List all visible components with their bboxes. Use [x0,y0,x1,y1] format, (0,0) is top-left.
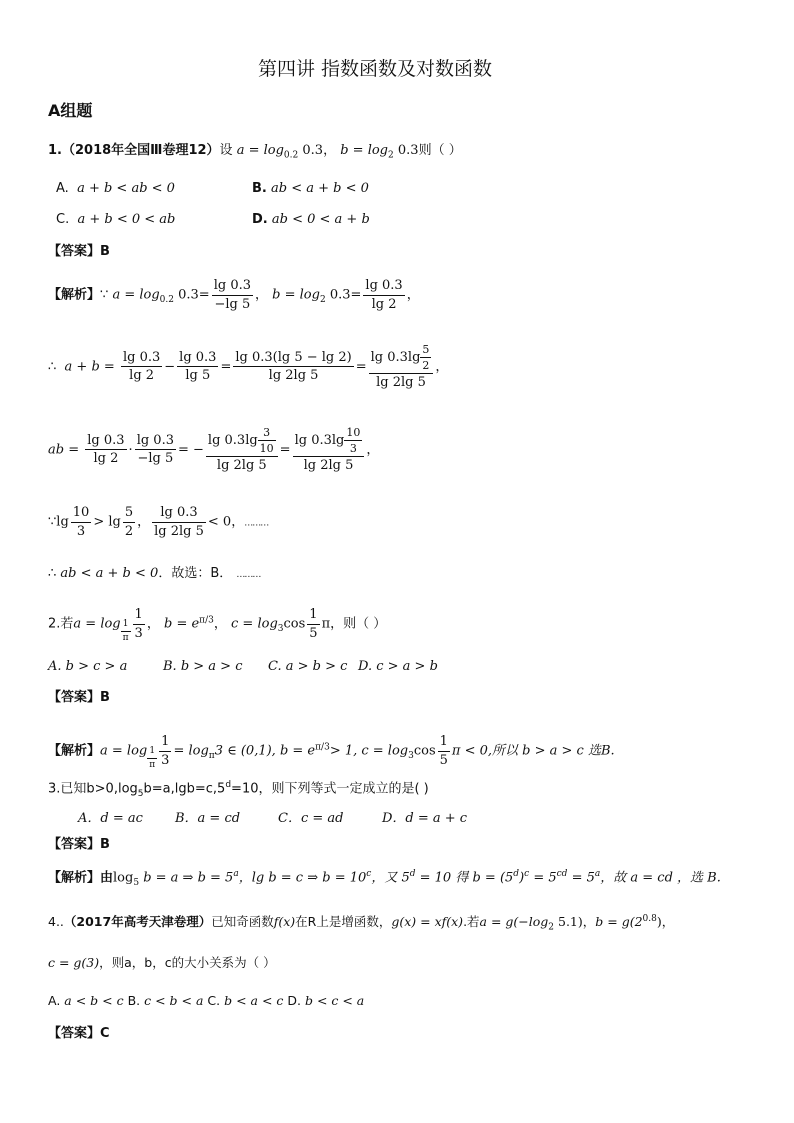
q1-analysis-line-3: ab = $\frac{\lg 0.3}{\lg 2}$ · $\frac{\lg 0.3}{-\lg 5}$ = − lg 0.3lg $\frac{3}{10}$ lg 2lg 5 = lg 0.3lg $\frac{10}{3}$ lg 2lg 5 ， [48,426,380,474]
q3-answer: 【答案】B [48,837,110,852]
q1-option-b: B. ab < a + b < 0 [252,181,369,196]
q3-analysis: 【解析】由$\log_5 b = a$ ⇒ $b = 5^a$，lg b = c ⇒ $b = 10^c$，又 $5^d = 10$ 得 $b = (5^d)^c = 5^{cd} = 5^a$，故 a = cd ，选 B. [48,869,721,888]
q2-answer: 【答案】B [48,690,110,705]
q1-option-d: D. ab < 0 < a + b [252,212,370,227]
q3-option-d: D．d = a + c [382,811,468,826]
q1-conclusion: ∴ ab < a + b < 0．故选：B． ……… [48,566,261,581]
q2-option-a: A. b > c > a [48,659,128,674]
page-title: 第四讲 指数函数及对数函数 [258,58,493,80]
q4-answer: 【答案】C [48,1026,110,1041]
q2-option-b: B. b > a > c [163,659,243,674]
q3-option-c: C．c = ad [278,811,344,826]
q4-options: A. a < b < c B. c < b < a C. b < a < c D. b < c < a [48,993,365,1008]
question-3-stem: 3.已知$b>0,\log_5b=a,\lg b=c,5^d=10$，则下列等式一定成立的是( ) [48,780,429,799]
q2-analysis: 【解析】a = log $_{\frac{1}{\pi}}$ $\frac{1}{3}$ = $\log_\pi 3$ ∈ (0,1), $b = e^{\pi/3}> 1$, $c = \log_3\cos$ $\frac{1}{5}$ π < 0,所以 b > a > c 选B. [48,734,615,770]
q1-option-c: C. a + b < 0 < ab [56,212,176,227]
question-2-stem: 2.若a = log $_{\frac{1}{\pi}}$ $\frac{1}{3}$ ， $b = e^{\pi/3}$， $c = \log_3\cos$ $\frac{1}{5}$ π，则（ ） [48,607,387,643]
question-4-stem-cont: c = g(3)，则a，b，c的大小关系为（ ） [48,955,276,970]
q2-option-c: C. a > b > c [268,659,348,674]
q3-option-b: B．a = cd [175,811,241,826]
q3-option-a: A．d = ac [78,811,143,826]
section-heading: A组题 [48,101,93,120]
q1-analysis-line-1: 【解析】∵ $a = \log_{0.2} 0.3=$ $\frac{\lg 0.3}{-\lg 5}$ ， $b = \log_2 0.3=$ $\frac{\lg 0.3}{\lg 2}$ ， [48,278,420,312]
q1-option-a: A. a + b < ab < 0 [56,181,175,196]
q2-option-d: D. c > a > b [358,659,438,674]
q1-analysis-line-2: ∴ a + b = $\frac{\lg 0.3}{\lg 2}$ − $\frac{\lg 0.3}{\lg 5}$ = $\frac{\lg 0.3(\lg 5 - \lg 2)}{\lg 2\lg 5}$ = lg 0.3lg $\frac{5}{2}$ lg 2lg 5 ， [48,343,449,391]
question-1-stem: 1.（2018年全国Ⅲ卷理12）设 $a = \log_{0.2} 0.3$， $b = \log_2 0.3$则（ ） [48,143,462,161]
q1-analysis-line-4: ∵lg $\frac{10}{3}$ > lg $\frac{5}{2}$ ， $\frac{\lg 0.3}{\lg 2\lg 5}$ < 0，……… [48,505,269,539]
q1-answer: 【答案】B [48,244,110,259]
question-4-stem: 4..（2017年高考天津卷理）已知奇函数f(x)在R上是增函数，g(x) = xf(x).若$a = g(-\log_2$ 5.1)，$b = g(2^{0.8})$， [48,914,675,933]
